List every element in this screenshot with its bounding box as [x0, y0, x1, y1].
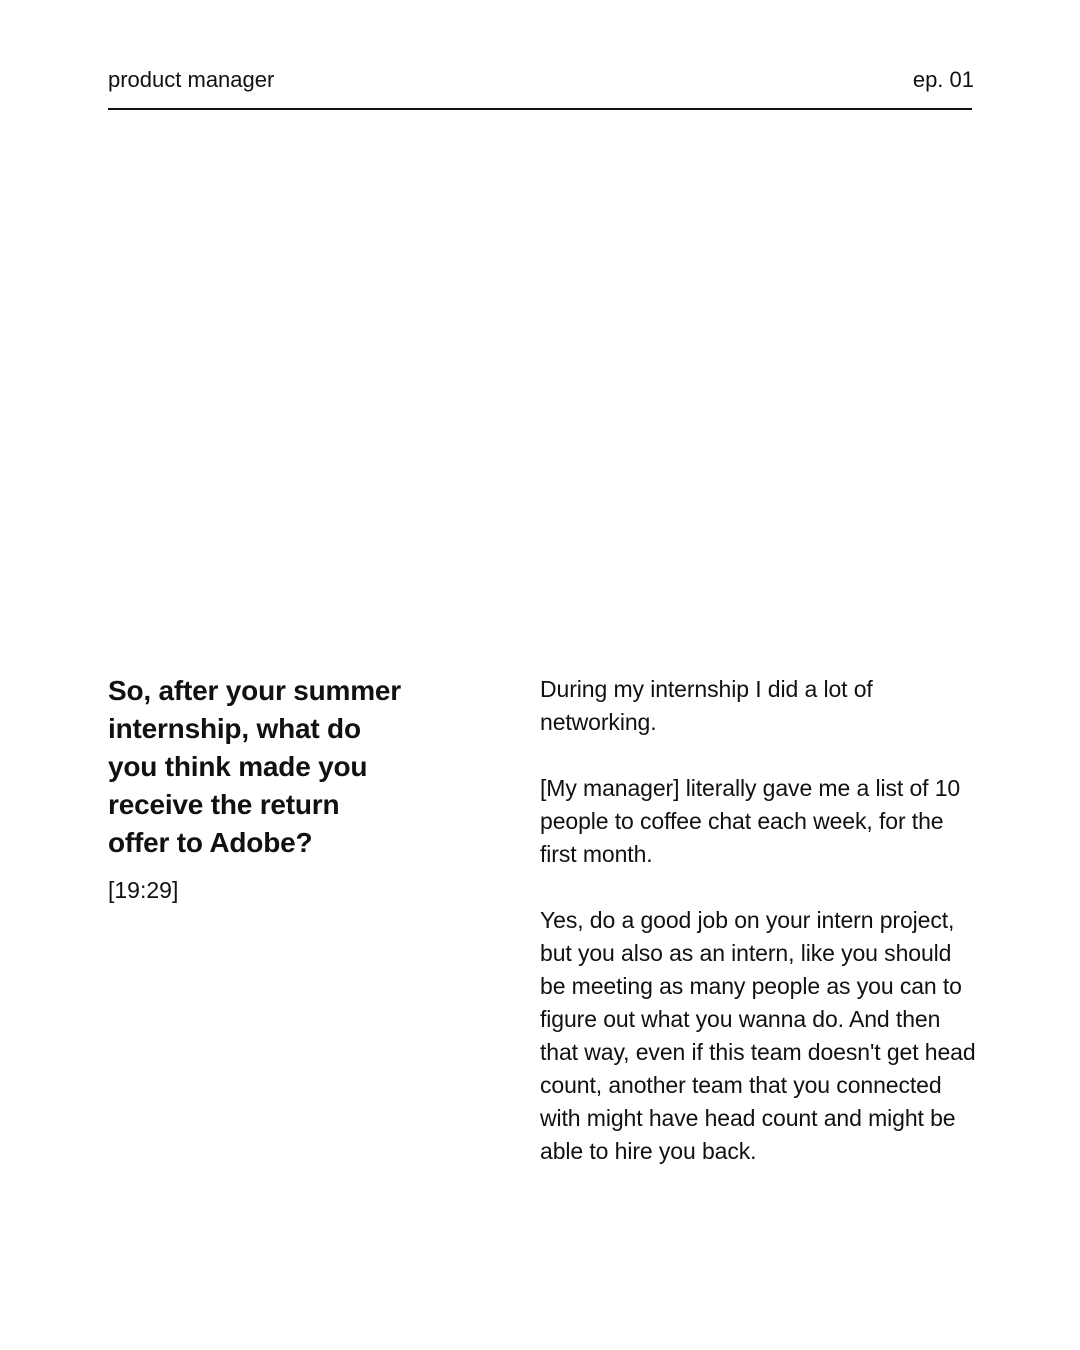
answer-paragraph-2: [My manager] literally gave me a list of 10 people to coffee chat each week, for the first month. [540, 775, 961, 867]
episode-label: ep. 01 [912, 67, 974, 92]
interview-question: So, after your summer internship, what do you think made you receive the return offer to Adobe? [108, 675, 401, 858]
answer-paragraph-1: During my internship I did a lot of networking. [540, 676, 873, 735]
page-header [108, 64, 972, 96]
question-timestamp: [19:29] [108, 877, 179, 903]
question-block [108, 672, 408, 907]
answer-block [540, 673, 980, 1168]
answer-paragraph-3: Yes, do a good job on your intern project, but you also as an intern, like you should be meeting as many people as you can to figure out what you wanna do. And then that way, even if this team doesn't get head count, another team that you connected with might have head count and might be able to hire you back. [540, 907, 976, 1164]
header-divider [108, 108, 972, 110]
series-label: product manager [108, 67, 275, 92]
